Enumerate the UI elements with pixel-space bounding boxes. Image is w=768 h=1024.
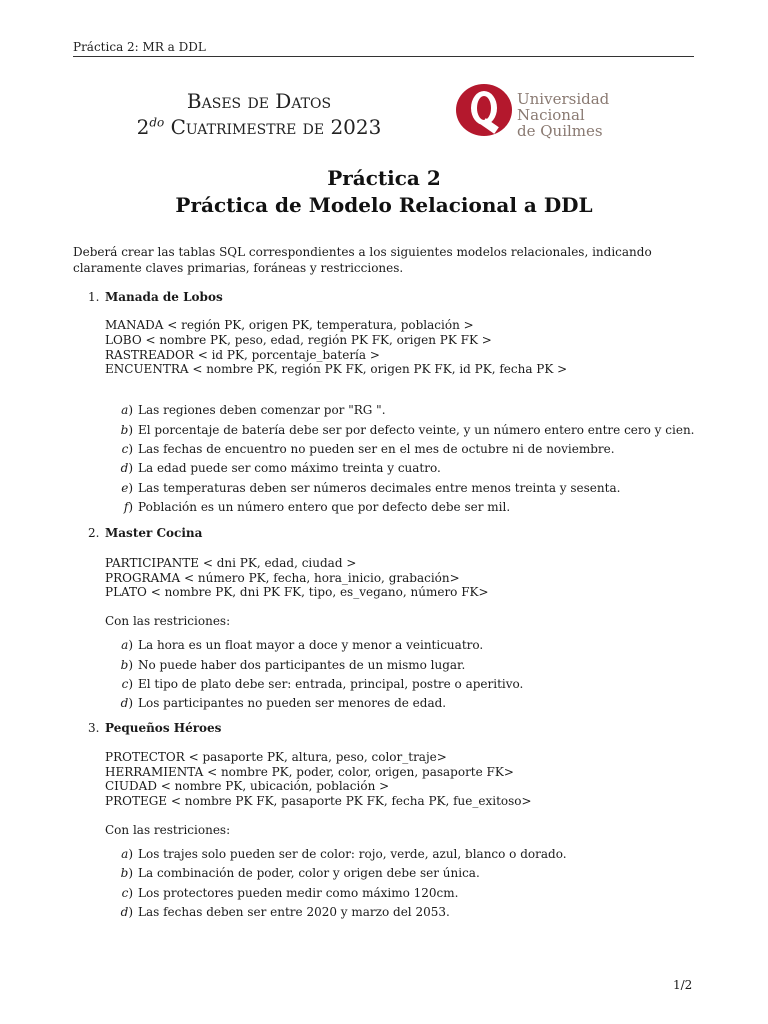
restrictions-label: Con las restriciones: xyxy=(105,614,231,628)
restriction-text: Las regiones deben comenzar por "RG ". xyxy=(138,403,386,417)
restriction-label: b) xyxy=(120,658,133,672)
restriction-item xyxy=(105,696,446,710)
course-term-ordinal: do xyxy=(149,115,165,130)
restriction-text: Los protectores pueden medir como máximo 120cm. xyxy=(138,886,459,900)
restriction-label: c) xyxy=(121,886,133,900)
restriction-text: La edad puede ser como máximo treinta y cuatro. xyxy=(138,461,441,475)
section-heading xyxy=(88,721,221,735)
restriction-item xyxy=(105,677,523,691)
course-term xyxy=(100,115,418,139)
restriction-item xyxy=(105,905,450,919)
restriction-item xyxy=(105,886,458,900)
restriction-item xyxy=(105,461,441,475)
document-title: Práctica 2 xyxy=(327,166,441,190)
restriction-text: Los trajes solo pueden ser de color: rojo, verde, azul, blanco o dorado. xyxy=(138,847,567,861)
course-term-number: 2 xyxy=(136,115,150,139)
relation-line: CIUDAD < nombre PK, ubicación, población > xyxy=(105,779,390,793)
relation-line: PROTECTOR < pasaporte PK, altura, peso, color_traje> xyxy=(105,750,447,764)
section-name: Master Cocina xyxy=(105,526,203,540)
restriction-label: a) xyxy=(121,638,133,652)
relation-line: ENCUENTRA < nombre PK, región PK FK, origen PK FK, id PK, fecha PK > xyxy=(105,362,568,376)
restriction-label: b) xyxy=(120,866,133,880)
restriction-item xyxy=(105,423,694,437)
relation-line: MANADA < región PK, origen PK, temperatura, población > xyxy=(105,318,474,332)
relation-line: PROGRAMA < número PK, fecha, hora_inicio, grabación> xyxy=(105,571,460,585)
header-rule xyxy=(73,56,694,57)
logo-line-3: de Quilmes xyxy=(517,122,603,140)
section-heading xyxy=(88,290,223,304)
section-name: Manada de Lobos xyxy=(105,290,223,304)
logo-line-2: Nacional xyxy=(517,106,585,124)
restriction-item xyxy=(105,866,480,880)
document-subtitle: Práctica de Modelo Relacional a DDL xyxy=(175,193,593,217)
restriction-item xyxy=(105,658,465,672)
relation-line: PLATO < nombre PK, dni PK FK, tipo, es_vegano, número FK> xyxy=(105,585,489,599)
relation-line: LOBO < nombre PK, peso, edad, región PK FK, origen PK FK > xyxy=(105,333,492,347)
restriction-item xyxy=(105,481,620,495)
section-number: 2. xyxy=(88,526,100,540)
restriction-item xyxy=(105,403,386,417)
restriction-text: La hora es un float mayor a doce y menor a veinticuatro. xyxy=(138,638,484,652)
restriction-label: a) xyxy=(121,847,133,861)
restriction-text: Población es un número entero que por defecto debe ser mil. xyxy=(138,500,511,514)
restriction-item xyxy=(105,847,567,861)
section-heading xyxy=(88,526,202,540)
logo-line-1: Universidad xyxy=(517,90,610,108)
intro-paragraph: Deberá crear las tablas SQL correspondientes a los siguientes modelos relacionales, indicando claramente claves primarias, foráneas y restricciones. xyxy=(73,245,652,275)
restrictions-label: Con las restriciones: xyxy=(105,823,231,837)
restriction-item xyxy=(105,500,510,514)
section-number: 1. xyxy=(88,290,100,304)
running-header: Práctica 2: MR a DDL xyxy=(73,40,206,54)
restriction-label: a) xyxy=(121,403,133,417)
restriction-label: d) xyxy=(120,905,133,919)
restriction-label: d) xyxy=(120,461,133,475)
restriction-text: La combinación de poder, color y origen debe ser única. xyxy=(138,866,480,880)
relation-line: PARTICIPANTE < dni PK, edad, ciudad > xyxy=(105,556,357,570)
restriction-text: Los participantes no pueden ser menores de edad. xyxy=(138,696,447,710)
restriction-label: d) xyxy=(120,696,133,710)
relation-line: RASTREADOR < id PK, porcentaje_batería > xyxy=(105,348,380,362)
section-name: Pequeños Héroes xyxy=(105,721,222,735)
restriction-label: f) xyxy=(123,500,133,514)
restriction-label: c) xyxy=(121,442,133,456)
restriction-text: Las fechas de encuentro no pueden ser en el mes de octubre ni de noviembre. xyxy=(138,442,615,456)
page-number: 1/2 xyxy=(673,978,693,992)
section-number: 3. xyxy=(88,721,100,735)
restriction-label: e) xyxy=(121,481,133,495)
course-name: Bases de Datos xyxy=(186,89,332,113)
restriction-text: Las fechas deben ser entre 2020 y marzo del 2053. xyxy=(138,905,450,919)
restriction-label: b) xyxy=(120,423,133,437)
course-term-text: Cuatrimestre de 2023 xyxy=(164,115,382,139)
restriction-text: El porcentaje de batería debe ser por defecto veinte, y un número entero entre cero y cien. xyxy=(138,423,695,437)
restriction-item xyxy=(105,638,483,652)
relation-line: HERRAMIENTA < nombre PK, poder, color, origen, pasaporte FK> xyxy=(105,765,514,779)
restriction-text: No puede haber dos participantes de un mismo lugar. xyxy=(138,658,466,672)
restriction-item xyxy=(105,442,615,456)
restriction-text: Las temperaturas deben ser números decimales entre menos treinta y sesenta. xyxy=(138,481,621,495)
relation-line: PROTEGE < nombre PK FK, pasaporte PK FK, fecha PK, fue_exitoso> xyxy=(105,794,532,808)
restriction-label: c) xyxy=(121,677,133,691)
restriction-text: El tipo de plato debe ser: entrada, principal, postre o aperitivo. xyxy=(138,677,524,691)
university-logo-text xyxy=(517,91,609,139)
